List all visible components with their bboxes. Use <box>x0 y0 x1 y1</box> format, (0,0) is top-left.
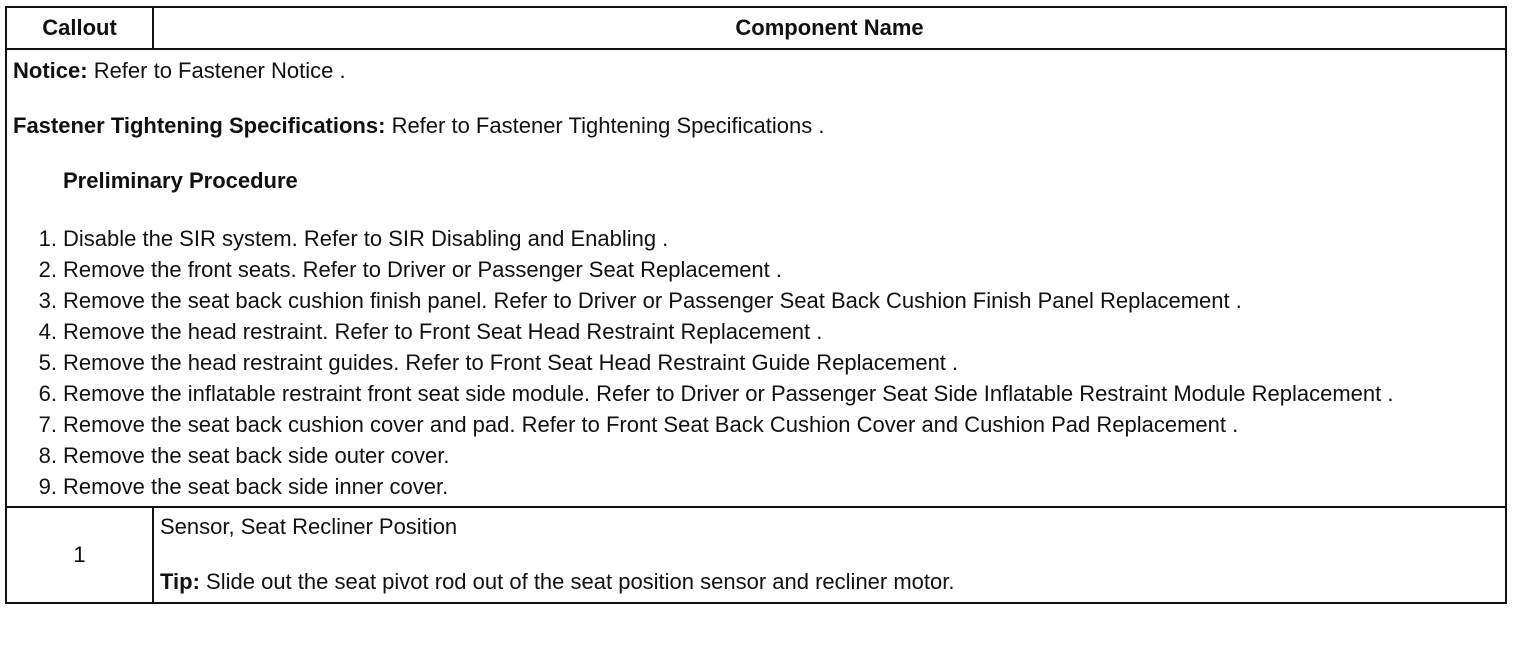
step-number: 9. <box>38 474 57 499</box>
component-name-header: Component Name <box>153 7 1506 49</box>
step-text: Remove the seat back cushion cover and pad. Refer to Front Seat Back Cushion Cover and Cushion Pad Replacement . <box>63 412 1239 437</box>
step-text: Disable the SIR system. Refer to SIR Disabling and Enabling . <box>63 226 669 251</box>
step-number: 3. <box>38 288 57 313</box>
step-text: Remove the head restraint guides. Refer to Front Seat Head Restraint Guide Replacement . <box>63 350 959 375</box>
step-number: 1. <box>38 226 57 251</box>
component-name: Sensor, Seat Recliner Position <box>160 514 458 539</box>
step-text: Remove the seat back cushion finish panel. Refer to Driver or Passenger Seat Back Cushion Finish Panel Replacement . <box>63 288 1242 313</box>
notes-row <box>6 49 1506 507</box>
callout-number: 1 <box>6 507 153 603</box>
procedure-step <box>13 285 1505 316</box>
component-cell <box>153 507 1506 603</box>
header-row <box>6 7 1506 49</box>
procedure-step <box>13 409 1505 440</box>
procedure-step <box>13 440 1505 471</box>
step-number: 5. <box>38 350 57 375</box>
step-number: 7. <box>38 412 57 437</box>
callout-header: Callout <box>6 7 153 49</box>
tip-line <box>160 569 1505 595</box>
procedure-step <box>13 378 1505 409</box>
tip-label: Tip: <box>160 569 200 594</box>
notes-cell <box>6 49 1506 507</box>
notice-label: Notice: <box>13 58 88 83</box>
step-number: 6. <box>38 381 57 406</box>
step-text: Remove the front seats. Refer to Driver or Passenger Seat Replacement . <box>63 257 782 282</box>
step-text: Remove the head restraint. Refer to Front Seat Head Restraint Replacement . <box>63 319 823 344</box>
fastener-spec-text: Refer to Fastener Tightening Specifications . <box>391 113 825 138</box>
fastener-spec-line <box>13 113 1505 139</box>
procedure-step <box>13 223 1505 254</box>
step-number: 2. <box>38 257 57 282</box>
step-number: 4. <box>38 319 57 344</box>
step-text: Remove the inflatable restraint front seat side module. Refer to Driver or Passenger Seat Side Inflatable Restraint Module Replacement . <box>63 381 1394 406</box>
procedure-step <box>13 347 1505 378</box>
procedure-steps <box>13 223 1505 502</box>
step-text: Remove the seat back side inner cover. <box>63 474 449 499</box>
step-text: Remove the seat back side outer cover. <box>63 443 450 468</box>
procedure-step <box>13 254 1505 285</box>
component-table <box>5 6 1507 604</box>
procedure-step <box>13 316 1505 347</box>
procedure-step <box>13 471 1505 502</box>
preliminary-procedure-heading: Preliminary Procedure <box>63 168 298 193</box>
tip-text: Slide out the seat pivot rod out of the seat position sensor and recliner motor. <box>206 569 955 594</box>
notice-line <box>13 58 1505 84</box>
fastener-spec-label: Fastener Tightening Specifications: <box>13 113 386 138</box>
step-number: 8. <box>38 443 57 468</box>
table-row <box>6 507 1506 603</box>
notice-text: Refer to Fastener Notice . <box>93 58 346 83</box>
